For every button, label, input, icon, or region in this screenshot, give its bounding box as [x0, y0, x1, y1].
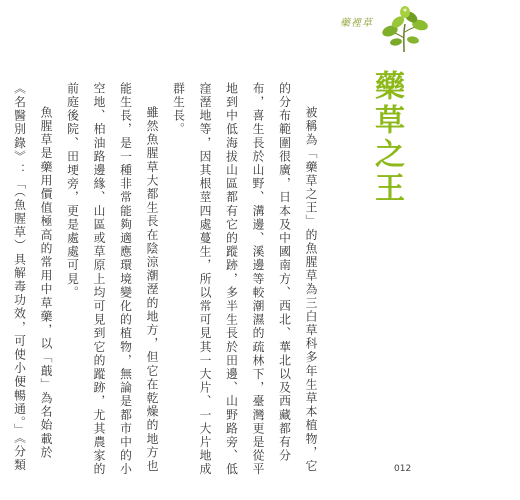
page-number: 012: [394, 464, 412, 474]
body-text: [0, 82, 324, 482]
paragraph-2: 雖然魚腥草大都生長在陰涼潮溼的地方，但它在乾燥的地方也能生長，是一種非常能夠適應環境變化的植物，無論是都市中的小空地、柏油路邊緣、山區或草原上均可見到它的蹤跡，尤其農家的前庭後院、田埂旁，更是處處可見。: [65, 82, 159, 477]
paragraph-3: 魚腥草是藥用價值極高的常用中草藥，以「蕺」為名始載於《名醫別錄》：「（魚腥草）具解毒功效，可使小便暢通。」《分類: [12, 82, 53, 473]
herb-plant-illustration: [378, 4, 430, 54]
page-title: 藥草之王: [369, 70, 404, 206]
paragraph-1: 被稱為「藥草之王」的魚腥草為三白草科多年生草本植物，它的分布範圍很廣，日本及中國南方、西北、華北以及西藏都有分布，喜生長於山野、溝邊、溪邊等較潮濕的疏林下，臺灣更是從平地到中低海拔山區都有它的蹤跡，多半生長於田邊、山野路旁、低窪溼地等，因其根莖四處蔓生，所以常可見其一大片、一大片地成群生長。: [171, 82, 318, 477]
section-label: 藥裡草: [340, 18, 373, 29]
